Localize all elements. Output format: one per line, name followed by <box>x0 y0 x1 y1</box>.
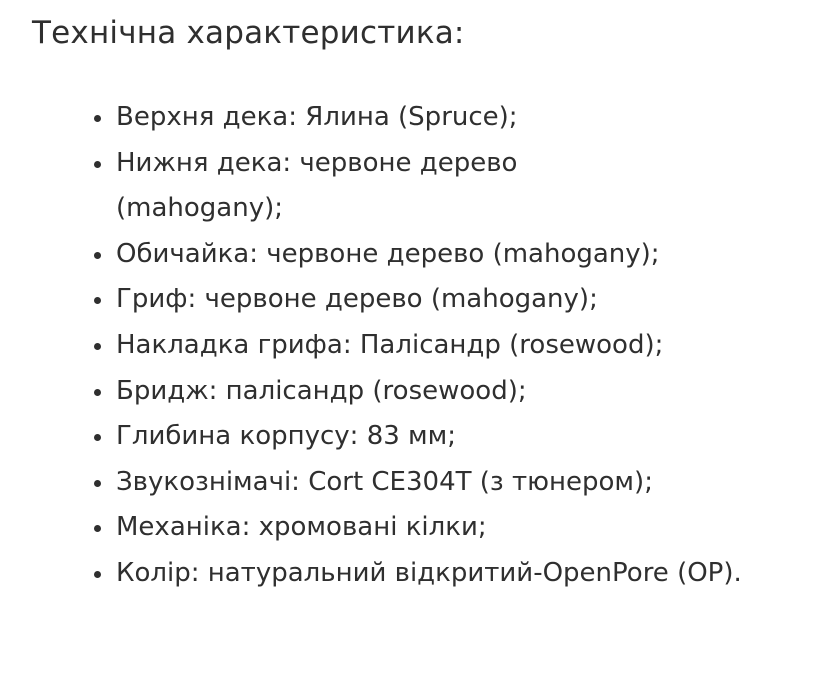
bullet-icon <box>94 571 101 578</box>
spec-text: Глибина корпусу: 83 мм; <box>116 421 457 452</box>
bullet-icon <box>94 115 101 122</box>
spec-text: Гриф: червоне дерево (mahogany); <box>116 284 598 315</box>
spec-item-neck <box>90 277 790 323</box>
bullet-icon <box>94 434 101 441</box>
spec-item-top-deck <box>90 95 790 141</box>
spec-item-sides <box>90 232 790 278</box>
bullet-icon <box>94 480 101 487</box>
spec-item-bridge <box>90 369 790 415</box>
spec-text: Верхня дека: Ялина (Spruce); <box>116 102 518 132</box>
bullet-icon <box>94 343 101 350</box>
spec-text: Колір: натуральний відкритий-OpenPore (OP). <box>116 557 742 588</box>
spec-text: Обичайка: червоне дерево (mahogany); <box>116 238 660 269</box>
bullet-icon <box>94 161 101 168</box>
spec-item-color <box>90 551 796 597</box>
spec-text: Накладка грифа: Палісандр (rosewood); <box>116 329 664 360</box>
spec-list <box>90 95 790 597</box>
bullet-icon <box>94 252 101 259</box>
spec-item-back-deck <box>90 141 596 232</box>
spec-item-pickups <box>90 460 790 506</box>
section-title: Технічна характеристика: <box>32 15 465 51</box>
bullet-icon <box>94 297 101 304</box>
spec-item-body-depth <box>90 414 790 460</box>
spec-text: Звукознімачі: Cort CE304T (з тюнером); <box>116 466 653 497</box>
spec-item-fingerboard <box>90 323 790 369</box>
spec-text: Нижня дека: червоне дерево (mahogany); <box>116 147 518 224</box>
bullet-icon <box>94 525 101 532</box>
spec-text: Бридж: палісандр (rosewood); <box>116 375 527 406</box>
spec-item-tuners <box>90 505 790 551</box>
spec-text: Механіка: хромовані кілки; <box>116 512 487 543</box>
bullet-icon <box>94 389 101 396</box>
